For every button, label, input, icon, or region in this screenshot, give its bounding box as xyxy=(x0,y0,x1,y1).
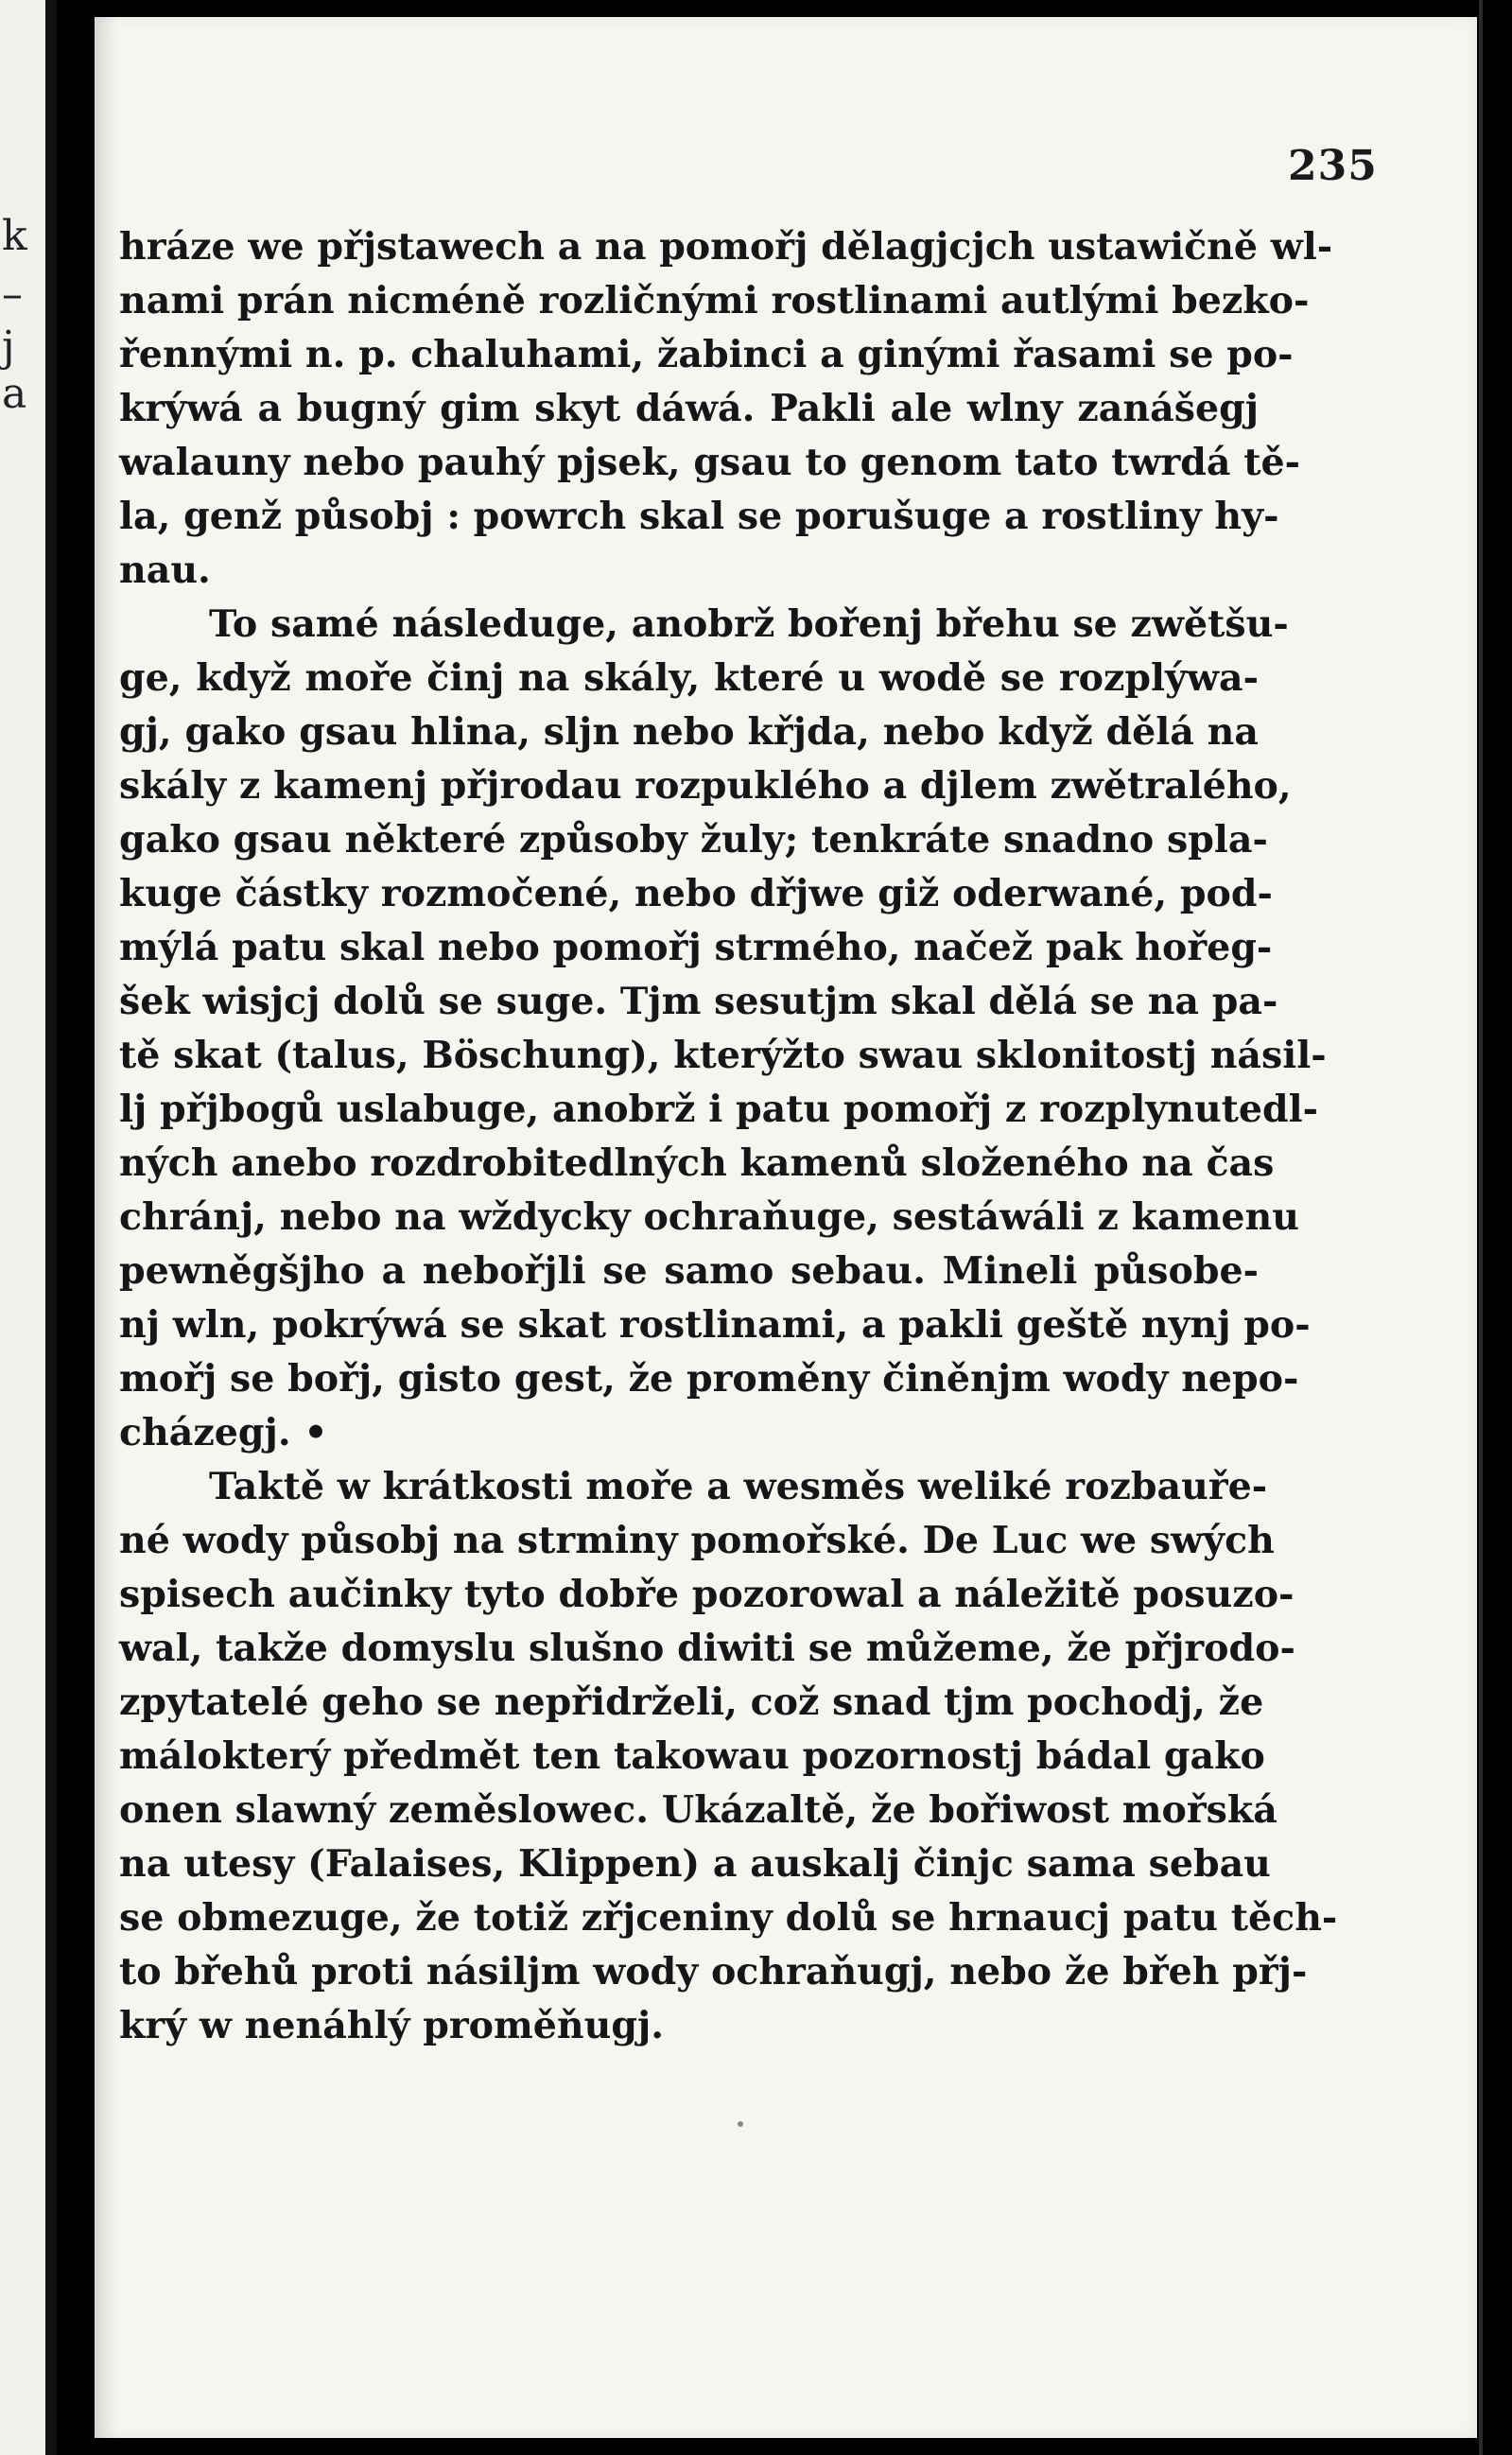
text-line: ge, když moře činj na skály, které u wodě se rozplýwa- xyxy=(119,656,1259,700)
text-line: Taktě w krátkosti moře a wesměs weliké rozbauře- xyxy=(209,1465,1268,1508)
text-line: řennými n. p. chaluhami, žabinci a ginými řasami se po- xyxy=(119,333,1294,376)
margin-fragment: k xyxy=(2,212,27,260)
ink-speck xyxy=(738,2121,743,2127)
text-line: spisech aučinky tyto dobře pozorowal a náležitě posuzo- xyxy=(119,1573,1295,1616)
text-line: lj přjbogů uslabuge, anobrž i patu pomořj z rozplynutedl- xyxy=(119,1088,1319,1131)
text-line: nau. xyxy=(119,548,211,592)
body-text xyxy=(119,220,1338,2053)
text-line: To samé následuge, anobrž bořenj břehu se zwětšu- xyxy=(209,602,1289,646)
margin-fragment: – xyxy=(2,270,23,319)
previous-page-sliver xyxy=(0,0,57,2455)
text-line: wal, takže domyslu slušno diwiti se můžeme, že přjrodo- xyxy=(119,1627,1295,1670)
page-number: 235 xyxy=(1288,142,1378,190)
text-line: nj wln, pokrýwá se skat rostlinami, a pakli geště nynj po- xyxy=(119,1303,1311,1347)
text-line: tě skat (talus, Böschung), kterýžto swau sklonitostj násil- xyxy=(119,1034,1327,1077)
text-line: zpytatelé geho se nepřidrželi, což snad tjm pochodj, že xyxy=(119,1680,1264,1724)
margin-fragment: j xyxy=(2,322,15,371)
text-line: onen slawný zeměslowec. Ukázaltě, že bořiwost mořská xyxy=(119,1788,1277,1832)
text-line: mýlá patu skal nebo pomořj strmého, načež pak hořeg- xyxy=(119,926,1273,969)
text-line: ných anebo rozdrobitedlných kamenů složeného na čas xyxy=(119,1141,1275,1185)
text-line: cházegj. • xyxy=(119,1411,328,1454)
text-line: gj, gako gsau hlina, sljn nebo křjda, nebo když dělá na xyxy=(119,710,1259,754)
page-shadow xyxy=(95,17,117,2438)
text-line: kuge částky rozmočené, nebo dřjwe giž oderwané, pod- xyxy=(119,872,1273,915)
text-line: skály z kamenj přjrodau rozpuklého a djlem zwětralého, xyxy=(119,764,1292,808)
book-page xyxy=(95,17,1477,2438)
text-line: hráze we přjstawech a na pomořj dělagjcjch ustawičně wl- xyxy=(119,225,1333,269)
text-line: né wody působj na strminy pomořské. De Luc we swých xyxy=(119,1519,1275,1562)
text-line: gako gsau některé způsoby žuly; tenkráte snadno spla- xyxy=(119,818,1268,862)
text-line: málokterý předmět ten takowau pozornostj bádal gako xyxy=(119,1734,1265,1778)
text-line: pewněgšjho a nebořjli se samo sebau. Mineli působe- xyxy=(119,1249,1259,1293)
page-edge xyxy=(1479,0,1483,2455)
text-line: nami prán nicméně rozličnými rostlinami autlými bezko- xyxy=(119,279,1310,322)
text-line: krýwá a bugný gim skyt dáwá. Pakli ale wlny zanášegj xyxy=(119,387,1259,430)
text-line: se obmezuge, že totiž zřjceniny dolů se hrnaucj patu těch- xyxy=(119,1896,1338,1940)
margin-fragment: a xyxy=(2,370,27,418)
text-line: chránj, nebo na wždycky ochraňuge, sestáwáli z kamenu xyxy=(119,1195,1299,1239)
text-line: la, genž působj : powrch skal se porušuge a rostliny hy- xyxy=(119,495,1279,538)
text-line: šek wisjcj dolů se suge. Tjm sesutjm skal dělá se na pa- xyxy=(119,980,1278,1023)
text-line: walauny nebo pauhý pjsek, gsau to genom tato twrdá tě- xyxy=(119,441,1301,484)
text-line: krý w nenáhlý proměňugj. xyxy=(119,2004,665,2047)
scan-border xyxy=(1477,0,1512,2455)
text-line: na utesy (Falaises, Klippen) a auskalj činjc sama sebau xyxy=(119,1842,1271,1886)
book-gutter xyxy=(45,0,57,2455)
text-line: mořj se bořj, gisto gest, že proměny činěnjm wody nepo- xyxy=(119,1357,1299,1401)
text-line: to břehů proti násiljm wody ochraňugj, nebo že břeh přj- xyxy=(119,1950,1308,1994)
